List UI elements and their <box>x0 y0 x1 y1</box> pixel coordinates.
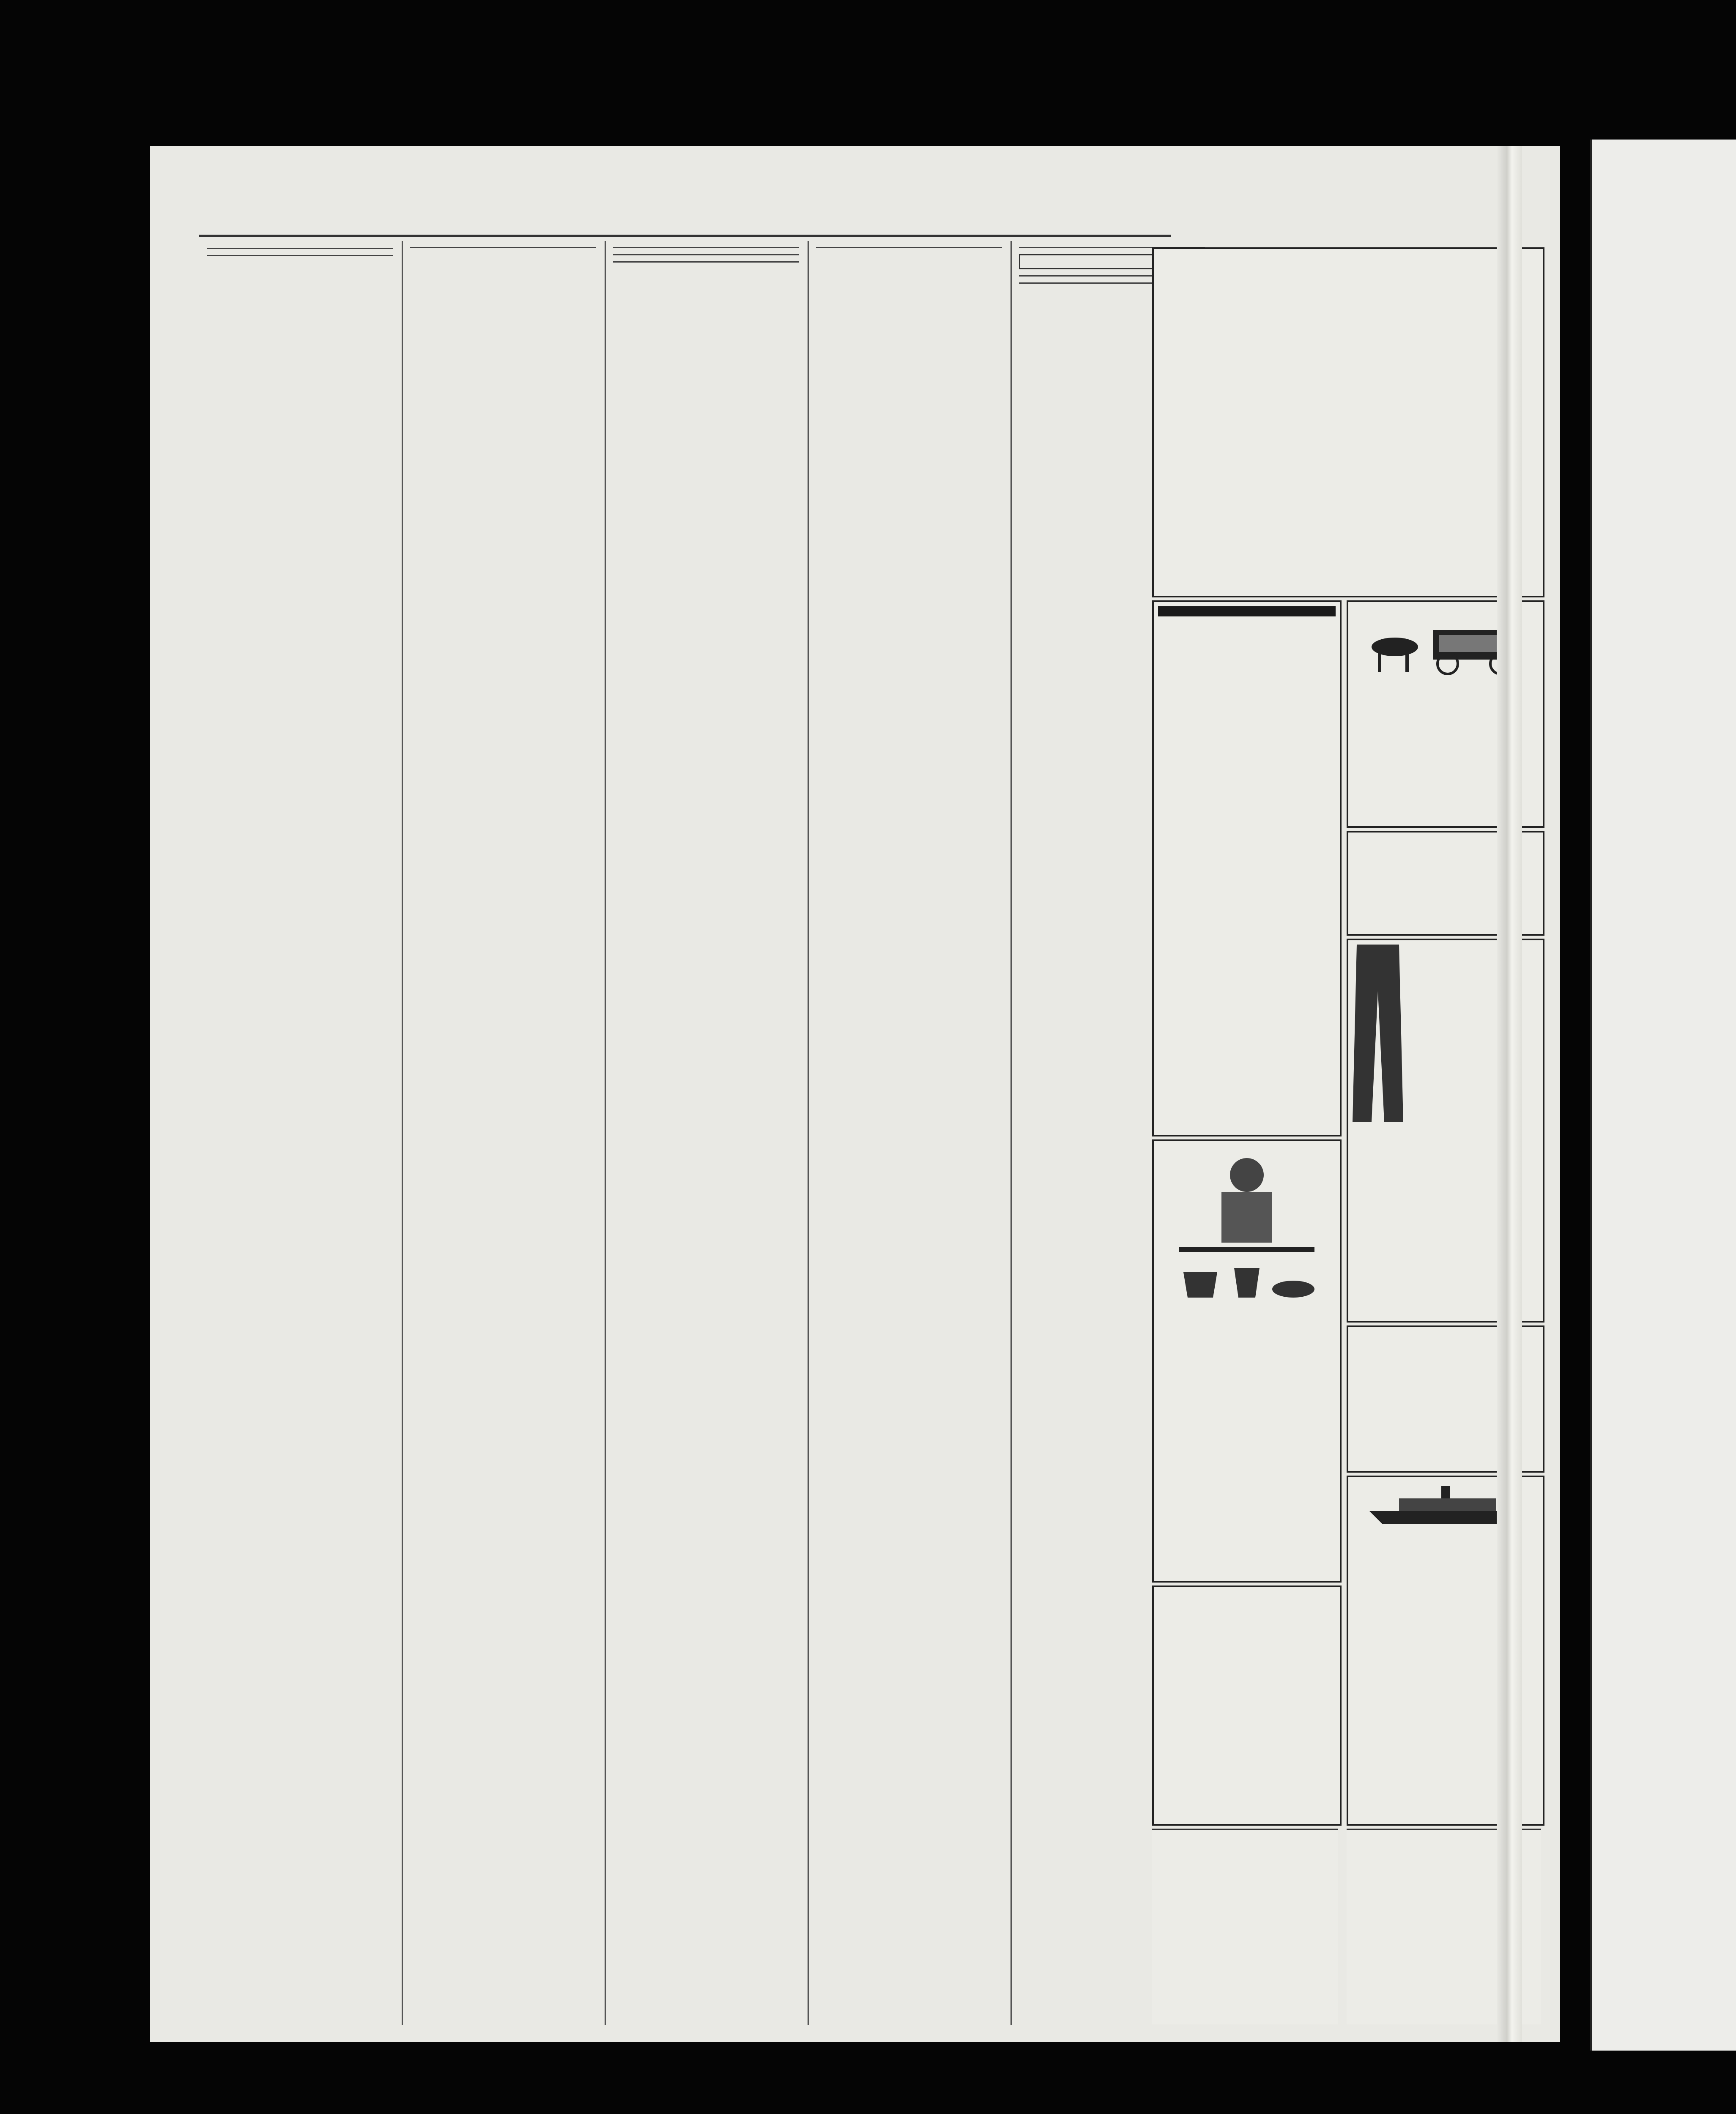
pacifique-ad <box>1152 600 1342 1136</box>
louer-vendre-ad <box>1152 1829 1338 2024</box>
column-divider <box>605 241 606 2025</box>
savez-vous-text <box>1154 1323 1340 1328</box>
column-3 <box>613 241 799 2025</box>
page-fold <box>1497 146 1522 2042</box>
special-text <box>1407 945 1543 950</box>
trousers-icon <box>1348 940 1407 1126</box>
column-1 <box>207 241 393 2025</box>
column-divider <box>1010 241 1012 2025</box>
bicyclistes-ad <box>1152 1586 1342 1826</box>
chance-text <box>1407 940 1543 945</box>
rubino-ad <box>1152 247 1544 597</box>
currier-ad <box>1152 1139 1342 1583</box>
louer-text <box>1152 1839 1338 1842</box>
bicyclistes-text <box>1154 1596 1340 1605</box>
newspaper-page <box>150 146 1560 2042</box>
rubino-cases <box>1154 265 1543 282</box>
tableware-icon <box>1166 1145 1327 1314</box>
pacifique-footer <box>1154 621 1340 629</box>
column-2 <box>410 241 596 2025</box>
masthead-rule <box>199 235 1171 237</box>
pacifique-title <box>1158 606 1336 616</box>
adjacent-page <box>1590 140 1736 2051</box>
column-divider <box>808 241 809 2025</box>
column-4 <box>816 241 1002 2025</box>
vendre-text <box>1152 1851 1338 1854</box>
column-divider <box>402 241 403 2025</box>
